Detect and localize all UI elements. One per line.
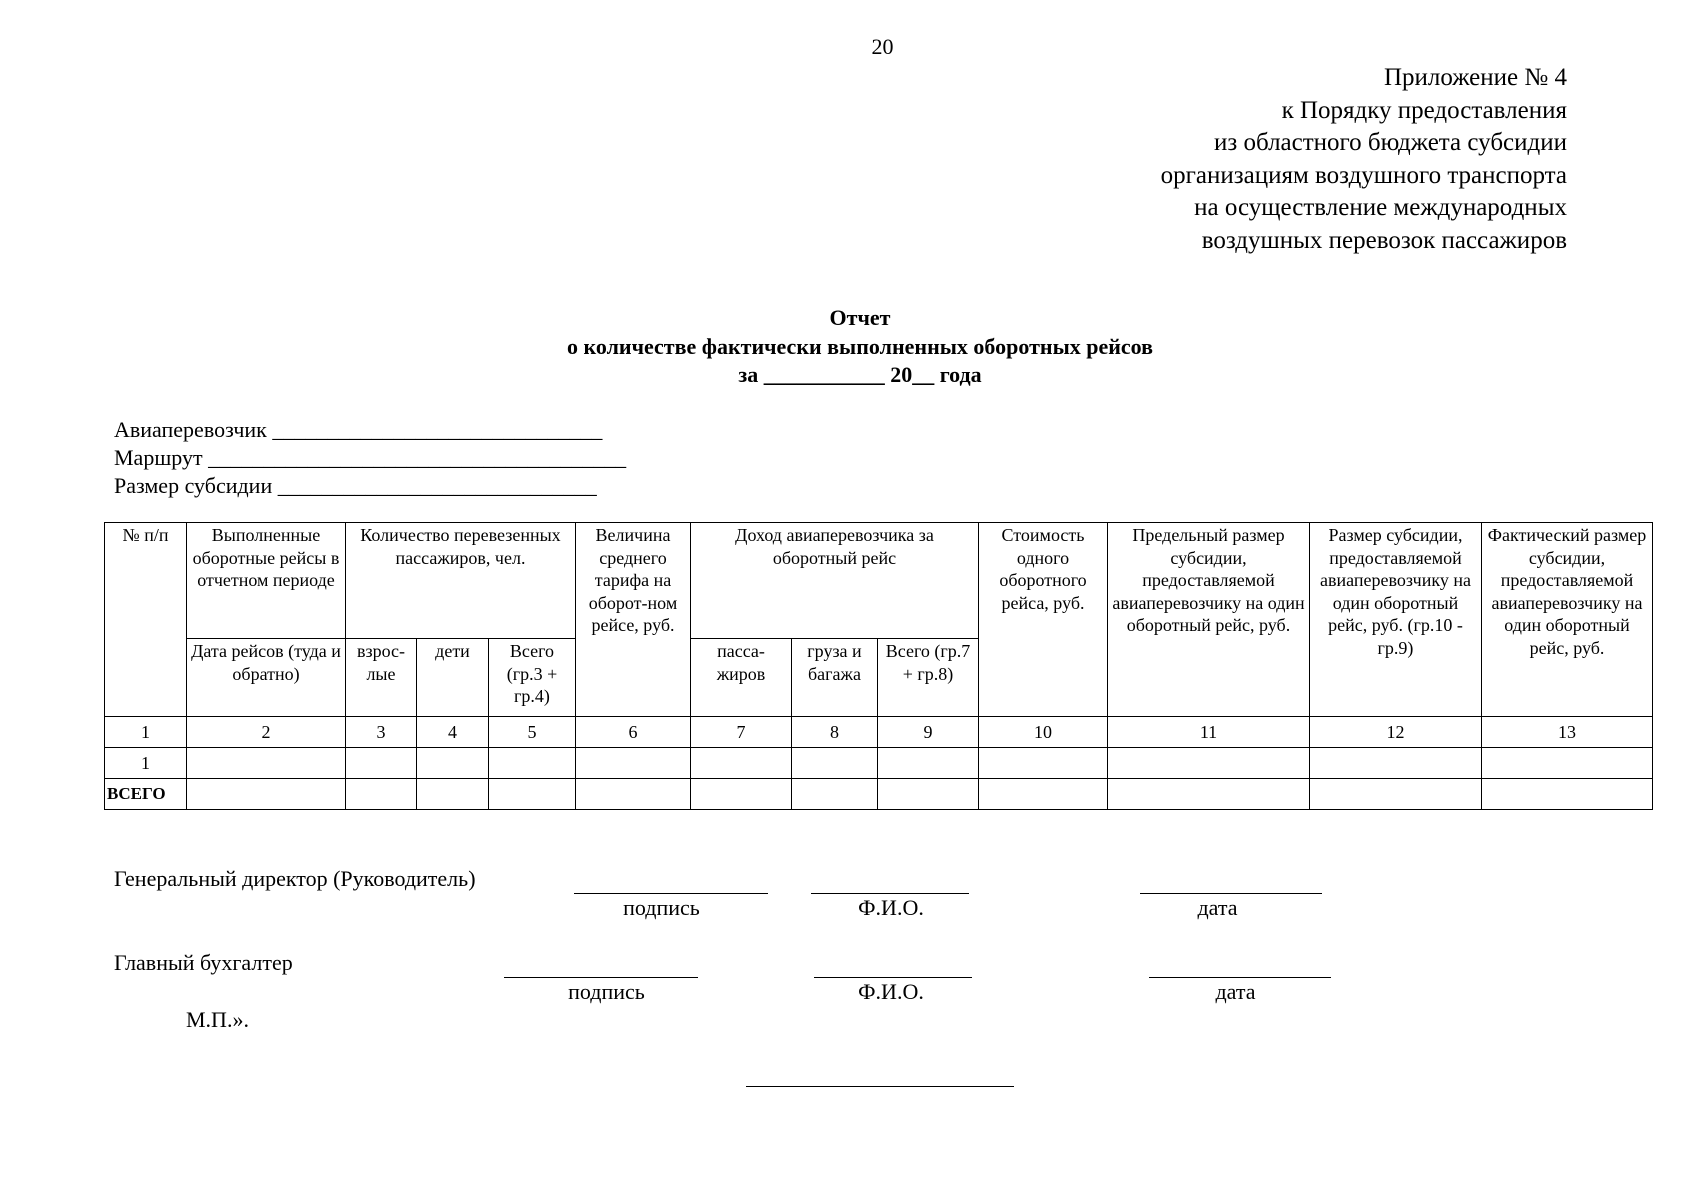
table-cell [691,779,792,810]
table-cell [878,748,979,779]
column-number: 10 [979,717,1108,748]
table-cell [1108,748,1310,779]
column-number: 1 [105,717,187,748]
report-fields [114,416,626,500]
table-cell [489,748,576,779]
column-number: 4 [417,717,489,748]
header-adults: взрос-лые [346,639,417,717]
column-number: 8 [792,717,878,748]
table-cell [979,779,1108,810]
table-cell [187,748,346,779]
report-title-line1: Отчет [829,305,891,330]
table-cell [417,748,489,779]
table-cell [576,748,691,779]
column-number: 12 [1310,717,1482,748]
director-signature-line [574,893,768,894]
closing-divider [746,1086,1014,1087]
table-cell [187,779,346,810]
header-avg-tariff: Величина среднего тарифа на оборот-ном рейсе, руб. [576,523,691,717]
report-title-line3: за ___________ 20__ года [738,362,982,387]
table-cell [1482,779,1653,810]
table-cell [1482,748,1653,779]
director-date-line [1140,893,1322,894]
table-cell [346,748,417,779]
director-signature-caption: подпись [623,895,700,920]
row-number: 1 [105,748,187,779]
total-row [105,779,1653,810]
header-actual: Фактический размер субсидии, предоставляемой авиаперевозчику на один оборотный рейс, руб. [1482,523,1653,717]
column-number: 9 [878,717,979,748]
header-passengers: Количество перевезенных пассажиров, чел. [346,523,576,639]
report-table [104,522,1653,810]
header-cost: Стоимость одного оборотного рейса, руб. [979,523,1108,717]
header-inc-total: Всего (гр.7 + гр.8) [878,639,979,717]
report-title-line2: о количестве фактически выполненных оборотных рейсов [566,333,1154,359]
column-number: 6 [576,717,691,748]
annex-line: на осуществление международных [1194,194,1567,221]
header-inc-pass: пасса-жиров [691,639,792,717]
accountant-label: Главный бухгалтер [114,950,293,975]
header-flights: Выполненные оборотные рейсы в отчетном периоде [187,523,346,639]
column-number: 7 [691,717,792,748]
total-label: ВСЕГО [105,779,187,810]
header-num: № п/п [105,523,187,717]
table-cell [417,779,489,810]
director-name-line [811,893,969,894]
header-flight-dates: Дата рейсов (туда и обратно) [187,639,346,717]
annex-line: Приложение № 4 [1383,64,1567,91]
accountant-signature-line [504,977,698,978]
director-name-caption: Ф.И.О. [858,895,924,920]
table-cell [489,779,576,810]
subsidy-field: Размер субсидии _____________________________ [114,473,597,498]
accountant-name-line [814,977,972,978]
header-size: Размер субсидии, предоставляемой авиаперевозчику на один оборотный рейс, руб. (гр.10 - гр.9) [1310,523,1482,717]
table-cell [792,779,878,810]
accountant-name-caption: Ф.И.О. [858,979,924,1004]
table-row [105,748,1653,779]
column-number: 13 [1482,717,1653,748]
accountant-signature-caption: подпись [568,979,645,1004]
header-income: Доход авиаперевозчика за оборотный рейс [691,523,979,639]
table-cell [979,748,1108,779]
table-cell [878,779,979,810]
route-field: Маршрут ______________________________________ [114,445,627,470]
table-cell [346,779,417,810]
header-limit: Предельный размер субсидии, предоставляемой авиаперевозчику на один оборотный рейс, руб. [1108,523,1310,717]
column-number-row [105,717,1653,748]
column-number: 3 [346,717,417,748]
table-cell [1310,779,1482,810]
table-cell [691,748,792,779]
column-number: 2 [187,717,346,748]
accountant-date-line [1149,977,1331,978]
director-date-caption: дата [1197,895,1238,920]
table-header-row [105,523,1653,639]
table-cell [1108,779,1310,810]
table-cell [792,748,878,779]
page-number: 20 [871,34,894,59]
stamp-place: М.П.». [186,1007,249,1032]
carrier-field: Авиаперевозчик ______________________________ [114,417,603,442]
annex-line: воздушных перевозок пассажиров [1201,226,1567,254]
header-children: дети [417,639,489,717]
table-cell [576,779,691,810]
annex-header [1161,62,1567,257]
annex-line: организациям воздушного транспорта [1160,161,1567,189]
header-pass-total: Всего (гр.3 + гр.4) [489,639,576,717]
annex-line: из областного бюджета субсидии [1213,129,1567,156]
director-label: Генеральный директор (Руководитель) [114,866,476,891]
column-number: 11 [1108,717,1310,748]
column-number: 5 [489,717,576,748]
accountant-date-caption: дата [1215,979,1256,1004]
annex-line: к Порядку предоставления [1281,96,1567,124]
report-title [0,304,1697,390]
header-inc-cargo: груза и багажа [792,639,878,717]
table-cell [1310,748,1482,779]
